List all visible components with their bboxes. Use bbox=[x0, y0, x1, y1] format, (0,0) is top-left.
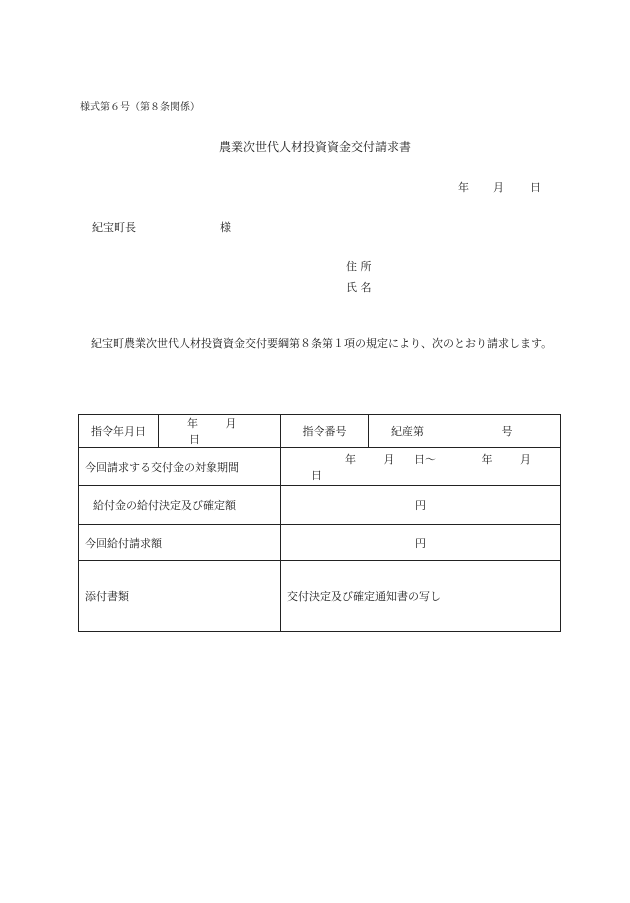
decided-amount-label: 給付金の給付決定及び確定額 bbox=[79, 486, 281, 525]
date-year-label: 年 bbox=[458, 181, 469, 194]
request-amount-yen: 円 bbox=[281, 525, 561, 561]
period-label: 今回請求する交付金の対象期間 bbox=[79, 448, 281, 486]
designation-month: 月 bbox=[225, 417, 237, 430]
period-end-month: 月 bbox=[520, 452, 531, 466]
decided-amount-yen: 円 bbox=[281, 486, 561, 525]
addressee-honorific: 様 bbox=[220, 221, 231, 234]
request-amount-label: 今回給付請求額 bbox=[79, 525, 281, 561]
designation-date-value bbox=[159, 415, 281, 448]
table-row bbox=[79, 415, 561, 448]
attachments-value: 交付決定及び確定通知書の写し bbox=[281, 561, 561, 632]
body-text: 紀宝町農業次世代人材投資資金交付要綱第８条第１項の規定により、次のとおり請求します。 bbox=[91, 337, 553, 350]
date-day-label: 日 bbox=[530, 181, 541, 194]
address-label: 住 所 bbox=[346, 260, 372, 273]
period-start-day-tilde: 日～ bbox=[414, 452, 436, 466]
form-number: 様式第６号（第８条関係） bbox=[80, 102, 200, 113]
table-row bbox=[79, 561, 561, 632]
table-row bbox=[79, 448, 561, 486]
attachments-label: 添付書類 bbox=[79, 561, 281, 632]
designation-number-value bbox=[369, 415, 561, 448]
document-title: 農業次世代人材投資資金交付請求書 bbox=[218, 140, 411, 154]
designation-number-label: 指令番号 bbox=[281, 415, 369, 448]
addressee-name: 紀宝町長 bbox=[92, 221, 136, 234]
request-form-table bbox=[78, 414, 561, 632]
name-label: 氏 名 bbox=[346, 281, 372, 294]
period-end-day: 日 bbox=[311, 468, 322, 482]
period-value bbox=[281, 448, 561, 486]
designation-number-suffix: 号 bbox=[501, 425, 513, 438]
designation-date-label: 指令年月日 bbox=[79, 415, 159, 448]
date-month-label: 月 bbox=[493, 181, 504, 194]
designation-year: 年 bbox=[187, 417, 198, 430]
table-row bbox=[79, 486, 561, 525]
period-start-month: 月 bbox=[383, 452, 395, 466]
period-start-year: 年 bbox=[345, 452, 356, 466]
designation-day: 日 bbox=[189, 433, 200, 446]
table-row bbox=[79, 525, 561, 561]
period-end-year: 年 bbox=[481, 452, 493, 466]
designation-number-prefix: 紀産第 bbox=[391, 425, 424, 438]
